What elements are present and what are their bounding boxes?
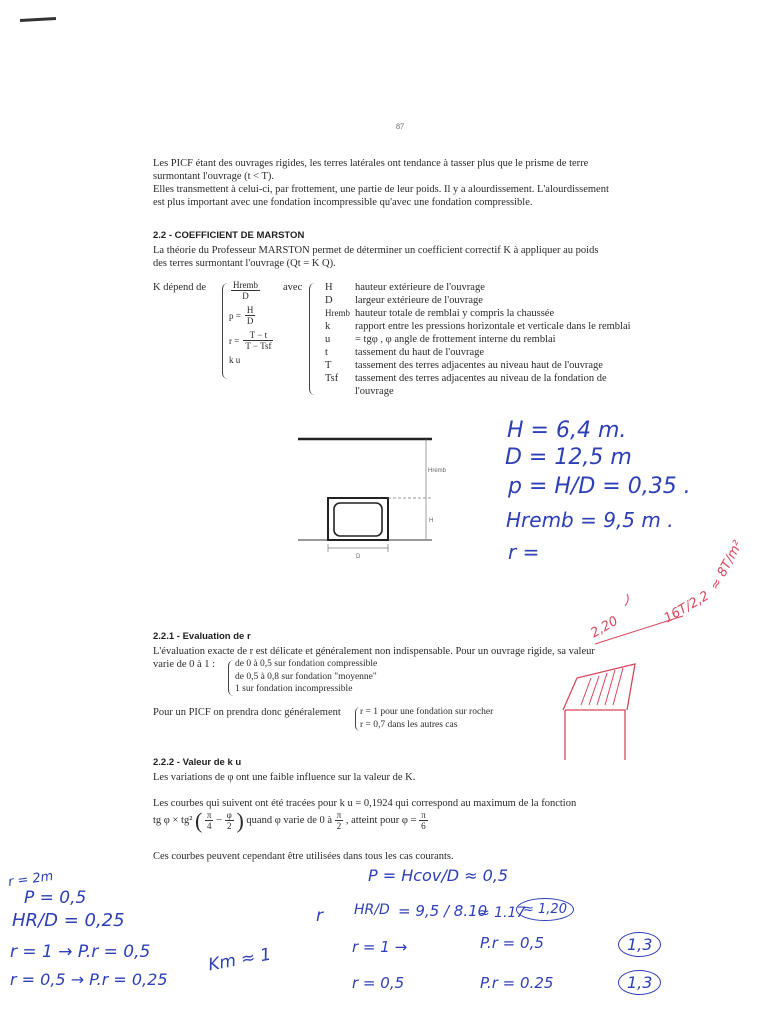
sketch-curve: [625, 594, 628, 606]
hand-br-4c: 1,3: [618, 970, 661, 995]
k-depend-label: K dépend de: [153, 282, 207, 293]
def-symbol: u: [325, 334, 331, 345]
paragraph-line: La théorie du Professeur MARSTON permet de déterminer un coefficient correctif K à appliquer au poids: [153, 245, 599, 256]
fraction-pi-2: [335, 810, 344, 831]
label-d: D: [356, 554, 361, 560]
fraction-den: D: [242, 291, 249, 301]
label-h: H: [429, 518, 434, 524]
fraction-den: 6: [421, 821, 426, 831]
fraction-den: 2: [226, 821, 232, 831]
hand-br-3a: r = 1 →: [352, 938, 408, 956]
hand-br-2b: HR/D: [354, 902, 390, 918]
hand-note-d: D = 12,5 m: [505, 445, 632, 470]
fraction-num: π: [206, 810, 212, 820]
fraction-den: 4: [206, 821, 212, 831]
picf-cases: [360, 706, 493, 732]
hand-bl-km: Km ≈ 1: [206, 944, 273, 976]
fraction-den: T − Tsf: [245, 341, 272, 351]
r-cases: [235, 658, 377, 696]
def-symbol: [325, 385, 355, 398]
fraction-num: π: [421, 810, 426, 820]
hand-br-3b: P.r = 0,5: [480, 934, 544, 952]
fraction-den: 2: [336, 821, 342, 831]
paragraph-line: des terres surmontant l'ouvrage (Qt = K Q).: [153, 258, 336, 269]
intro-line: surmontant l'ouvrage (t < T).: [153, 171, 275, 182]
ku-param: k u: [229, 355, 241, 365]
hand-note-h: H = 6,4 m.: [507, 418, 627, 443]
fraction-num: H: [246, 305, 254, 315]
def-text: tassement des terres adjacentes au niveau haut de l'ouvrage: [355, 360, 603, 371]
right-brace: [309, 283, 316, 395]
page-number: 87: [396, 122, 404, 131]
def-symbol: Hremb: [325, 308, 350, 318]
fraction-hremb-d: [231, 280, 260, 301]
formula-tg: tg φ × tg²: [153, 814, 193, 826]
intro-line: Les PICF étant des ouvrages rigides, les terres latérales ont tendance à tasser plus que le prisme de terre: [153, 158, 589, 169]
def-symbol: Tsf: [325, 373, 339, 384]
picf-case: r = 0,7 dans les autres cas: [360, 720, 458, 730]
red-sketch: [555, 560, 755, 760]
section-title-221: 2.2.1 - Evaluation de r: [153, 631, 251, 642]
section-title-222: 2.2.2 - Valeur de k u: [153, 757, 242, 768]
fraction-pi-6: [419, 810, 428, 831]
picf-case: r = 1 pour une fondation sur rocher: [360, 707, 494, 717]
formula-text: quand φ varie de 0 à: [246, 814, 333, 826]
def-text: rapport entre les pressions horizontale et verticale dans le remblai: [355, 321, 631, 332]
def-text: tassement du haut de l'ouvrage: [355, 347, 485, 358]
section-22-paragraph: [153, 244, 653, 270]
section-222-line4: Ces courbes peuvent cependant être utilisées dans tous les cas courants.: [153, 851, 454, 862]
def-text: l'ouvrage: [355, 386, 394, 397]
hand-br-2c: = 9,5 / 8.10: [398, 902, 488, 920]
red-note-b: 16T/2,2: [661, 588, 712, 627]
p-equals: p =: [229, 311, 241, 322]
hand-note-p: p = H/D = 0,35 .: [508, 474, 691, 499]
avec-label: avec: [283, 282, 303, 293]
hand-bl-4: r = 1 → P.r = 0,5: [10, 942, 151, 962]
r-case: de 0,5 à 0,8 sur fondation "moyenne": [235, 671, 377, 682]
formula-paren-open: (: [194, 808, 203, 833]
def-symbol: D: [325, 295, 333, 306]
sketch-slope: [563, 664, 635, 710]
sketch-outline: [565, 710, 625, 760]
formula-text: , atteint pour φ =: [345, 814, 417, 826]
fraction-num: T − t: [243, 330, 273, 341]
red-note-c: ≈ 8T/m²: [707, 538, 746, 593]
hand-bl-5: r = 0,5 → P.r = 0,25: [10, 970, 168, 989]
left-brace: [222, 283, 229, 379]
fraction-h-d: [245, 305, 256, 326]
section-title-22: 2.2 - COEFFICIENT DE MARSTON: [153, 230, 305, 241]
section-222-line2: Les courbes qui suivent ont été tracées pour k u = 0,1924 qui correspond au maximum de la fonction: [153, 798, 577, 809]
def-symbol: t: [325, 347, 328, 358]
intro-line: est plus important avec une fondation incompressible qu'avec une fondation compressible.: [153, 197, 533, 208]
formula-minus: −: [216, 814, 223, 826]
def-text: tassement des terres adjacentes au niveau de la fondation de: [355, 373, 607, 384]
hand-note-r: r =: [508, 540, 540, 564]
hand-bl-1: r = 2m: [7, 868, 55, 891]
culvert-diagram: [290, 430, 470, 570]
def-symbol: H: [325, 282, 333, 293]
section-222-formula: [153, 810, 428, 831]
hand-bl-3: HR/D = 0,25: [12, 910, 125, 931]
r-case: 1 sur fondation incompressible: [235, 684, 353, 694]
def-symbol: T: [325, 360, 332, 371]
intro-paragraph: [153, 157, 653, 209]
hand-br-2a: r: [316, 906, 323, 926]
paragraph-line: L'évaluation exacte de r est délicate et généralement non indispensable. Pour un ouvrage rigide, sa valeur: [153, 646, 595, 657]
hand-bl-2: P = 0,5: [24, 888, 87, 908]
intro-line: Elles transmettent à celui-ci, par frottement, une partie de leur poids. Il y a alourdissement. L'alourdissement: [153, 184, 609, 195]
paragraph-line: varie de 0 à 1 :: [153, 659, 216, 670]
scan-mark: [20, 17, 56, 22]
red-note-a: 2,20: [588, 613, 621, 642]
picf-statement: Pour un PICF on prendra donc généralement: [153, 707, 341, 718]
r-equals: r =: [229, 336, 240, 347]
fraction-pi-4: [205, 810, 214, 831]
label-hremb: Hremb: [428, 468, 447, 474]
fraction-den: D: [246, 316, 254, 326]
fraction-num: φ: [226, 810, 232, 820]
param-list: [229, 280, 289, 367]
definitions-list: [325, 281, 655, 398]
formula-paren-close: ): [236, 808, 244, 833]
hand-br-4a: r = 0,5: [352, 974, 405, 992]
hand-br-3c: 1,3: [618, 932, 661, 957]
sketch-hatch: [581, 668, 623, 705]
fraction-num: Hremb: [233, 280, 258, 290]
hand-br-1: P = Hcov/D ≈ 0,5: [368, 866, 509, 885]
hand-br-2d: ≈ 1.17: [478, 905, 526, 921]
def-text: largeur extérieure de l'ouvrage: [355, 295, 483, 306]
section-222-line1: Les variations de φ ont une faible influence sur la valeur de K.: [153, 772, 416, 783]
fraction-num: π: [336, 810, 342, 820]
def-text: hauteur extérieure de l'ouvrage: [355, 282, 485, 293]
section-221-paragraph: [153, 645, 623, 671]
hand-note-hremb: Hremb = 9,5 m .: [506, 508, 674, 532]
r-case: de 0 à 0,5 sur fondation compressible: [235, 659, 378, 669]
cases-brace: [228, 660, 234, 696]
fraction-r: [243, 330, 273, 351]
hand-br-2e: ≈ 1,20: [516, 898, 574, 921]
def-text: = tgφ , φ angle de frottement interne du remblai: [355, 334, 556, 345]
def-symbol: k: [325, 321, 331, 332]
def-text: hauteur totale de remblai y compris la chaussée: [355, 308, 555, 319]
hand-br-4b: P.r = 0.25: [480, 974, 554, 992]
fraction-phi-2: [225, 810, 234, 831]
culvert-inner: [334, 503, 382, 536]
